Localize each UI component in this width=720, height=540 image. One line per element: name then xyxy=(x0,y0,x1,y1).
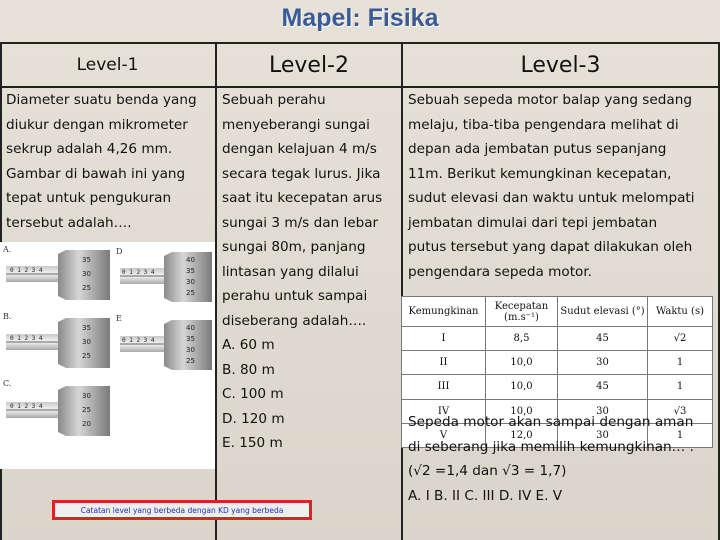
table-cell: 10,0 xyxy=(486,399,558,423)
thimble-tick-label: 35 xyxy=(82,324,91,332)
table-cell: 1 xyxy=(648,351,713,375)
option-letter-a: A. xyxy=(3,245,12,254)
thimble-tick-label: 25 xyxy=(186,357,195,365)
question-line: 11m. Berikut kemungkinan kecepatan, xyxy=(408,165,672,182)
micrometer-gauge-c xyxy=(6,386,110,436)
thimble-tick-label: 30 xyxy=(82,338,91,346)
table-row xyxy=(402,327,713,351)
table-header-cell: Waktu (s) xyxy=(648,297,713,327)
thimble-tick-label: 30 xyxy=(186,278,195,286)
table-cell: 45 xyxy=(558,327,648,351)
level-1-question xyxy=(6,88,214,235)
thimble-tick-label: 25 xyxy=(82,284,91,292)
page-title: Mapel: Fisika xyxy=(281,4,439,32)
grid-divider-2 xyxy=(401,44,403,540)
table-cell: 45 xyxy=(558,375,648,399)
thimble-tick-label: 30 xyxy=(82,270,91,278)
question-line: putus tersebut yang dapat dilakukan oleh xyxy=(408,239,693,255)
table-header-cell: Kecepatan (m.s⁻¹) xyxy=(486,297,558,327)
thimble-tick-label: 35 xyxy=(186,335,195,343)
question-line: menyeberangi sungai xyxy=(222,116,370,133)
table-header-cell: Kemungkinan xyxy=(402,297,486,327)
table-cell: IV xyxy=(402,399,486,423)
question-line: saat itu kecepatan arus xyxy=(222,190,383,206)
table-cell: 10,0 xyxy=(486,351,558,375)
sleeve-scale: 0 1 2 3 4 xyxy=(122,337,155,344)
table-cell: √2 xyxy=(648,327,713,351)
answer-option: D. 120 m xyxy=(222,410,285,427)
question-line: Sepeda motor akan sampai dengan aman xyxy=(408,414,694,430)
question-line: tersebut adalah…. xyxy=(6,214,132,231)
table-cell: 1 xyxy=(648,375,713,399)
level-2-header: Level-2 xyxy=(268,52,349,78)
table-cell: 30 xyxy=(558,351,648,375)
thimble-tick-label: 35 xyxy=(186,267,195,275)
thimble-tick-label: 25 xyxy=(82,352,91,360)
question-line: melaju, tiba-tiba pengendara melihat di xyxy=(408,116,679,133)
question-line: diseberang adalah…. xyxy=(222,312,367,329)
question-line: depan ada jembatan putus sepanjang xyxy=(408,141,667,157)
sleeve-scale: 0 1 2 3 4 xyxy=(10,403,43,410)
question-line: Sebuah perahu xyxy=(222,92,326,108)
table-cell: III xyxy=(402,375,486,399)
sleeve-scale: 0 1 2 3 4 xyxy=(122,269,155,276)
table-cell: V xyxy=(402,423,486,447)
question-line: dengan kelajuan 4 m/s xyxy=(222,141,377,157)
thimble-tick-label: 40 xyxy=(186,256,195,264)
question-line: jembatan dimulai dari tepi jembatan xyxy=(408,214,658,231)
micrometer-options-image xyxy=(0,242,215,469)
question-line: Diameter suatu benda yang xyxy=(6,92,197,108)
option-letter-b: B. xyxy=(3,312,12,321)
question-line: pengendara sepeda motor. xyxy=(408,263,592,280)
sleeve-scale: 0 1 2 3 4 xyxy=(10,267,43,274)
micrometer-gauge-b xyxy=(6,318,110,368)
hint-line: (√2 =1,4 dan √3 = 1,7) xyxy=(408,463,567,479)
table-cell: 12,0 xyxy=(486,423,558,447)
table-cell: I xyxy=(402,327,486,351)
level-1-header: Level-1 xyxy=(76,55,139,75)
thimble-tick-label: 40 xyxy=(186,324,195,332)
question-line: di seberang jika memilih kemungkinan… . xyxy=(408,438,694,455)
thimble-tick-label: 30 xyxy=(82,392,91,400)
table-cell: 30 xyxy=(558,423,648,447)
question-line: sungai 80m, panjang xyxy=(222,239,366,255)
answer-option: A. 60 m xyxy=(222,337,275,353)
table-cell: 30 xyxy=(558,399,648,423)
micrometer-gauge-a xyxy=(6,250,110,300)
question-line: tepat untuk pengukuran xyxy=(6,190,172,206)
table-header-cell: Sudut elevasi (°) xyxy=(558,297,648,327)
table-row xyxy=(402,351,713,375)
thimble-tick-label: 20 xyxy=(82,420,91,428)
question-line: Sebuah sepeda motor balap yang sedang xyxy=(408,92,692,108)
level-grid xyxy=(0,42,720,540)
thimble-tick-label: 30 xyxy=(186,346,195,354)
thimble-tick-label: 25 xyxy=(82,406,91,414)
question-line: sekrup adalah 4,26 mm. xyxy=(6,141,173,157)
sleeve-scale: 0 1 2 3 4 xyxy=(10,335,43,342)
level-3-question xyxy=(408,88,718,284)
level-note: Catatan level yang berbeda dengan KD yang berbeda xyxy=(52,500,312,520)
table-header-row xyxy=(402,297,713,327)
level-2-question xyxy=(222,88,400,456)
table-row xyxy=(402,375,713,399)
level-3-answer-block xyxy=(408,410,718,508)
table-cell: II xyxy=(402,351,486,375)
table-cell: 1 xyxy=(648,423,713,447)
answer-options: A. I B. II C. III D. IV E. V xyxy=(408,487,563,504)
table-cell: √3 xyxy=(648,399,713,423)
question-line: diukur dengan mikrometer xyxy=(6,116,188,133)
level-3-header: Level-3 xyxy=(520,52,601,78)
micrometer-gauge-d xyxy=(120,252,212,302)
question-line: Gambar di bawah ini yang xyxy=(6,165,186,182)
grid-divider-1 xyxy=(215,44,217,540)
answer-option: C. 100 m xyxy=(222,386,284,402)
question-line: lintasan yang dilalui xyxy=(222,263,359,280)
micrometer-gauge-e xyxy=(120,320,212,370)
answer-option: B. 80 m xyxy=(222,361,275,378)
option-letter-d: D xyxy=(116,247,123,256)
question-line: secara tegak lurus. Jika xyxy=(222,165,381,182)
question-line: sungai 3 m/s dan lebar xyxy=(222,214,379,231)
thimble-tick-label: 25 xyxy=(186,289,195,297)
table-cell: 10,0 xyxy=(486,375,558,399)
option-letter-e: E xyxy=(116,314,122,323)
question-line: perahu untuk sampai xyxy=(222,288,368,304)
thimble-tick-label: 35 xyxy=(82,256,91,264)
option-letter-c: C. xyxy=(3,379,12,388)
answer-option: E. 150 m xyxy=(222,435,283,451)
table-cell: 8,5 xyxy=(486,327,558,351)
question-line: sudut elevasi dan waktu untuk melompati xyxy=(408,190,695,206)
